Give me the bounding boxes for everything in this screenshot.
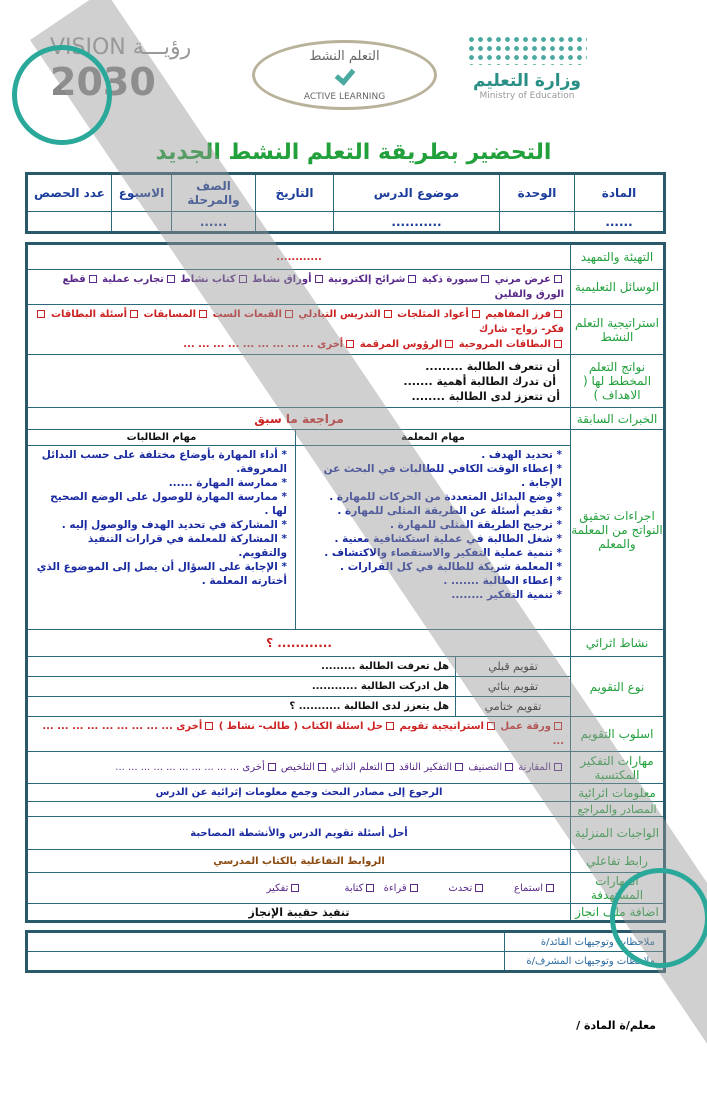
ministry-dots-icon	[467, 35, 587, 65]
outcomes-list	[27, 355, 571, 408]
subject-value[interactable]: ......	[575, 212, 665, 233]
strategy-option[interactable]: فرز المفاهيم	[485, 309, 564, 320]
task-item: * شغل الطالبة في عملية استكشافية معنية .	[334, 533, 562, 545]
checkbox-icon	[554, 310, 562, 318]
checkbox-icon	[315, 275, 323, 283]
task-item: * إعطاء الطالبة ....... .	[443, 575, 562, 587]
periods-value[interactable]	[27, 212, 112, 233]
label-prior: الخبرات السابقة	[571, 408, 665, 430]
supervisor-notes-field[interactable]	[27, 952, 505, 972]
label-enrich-info: معلومات اثرائية	[571, 784, 665, 802]
checkmark-icon	[334, 64, 355, 86]
checkbox-icon	[205, 722, 213, 730]
task-item: * إعطاء الوقت الكافي للطالبات في البحث عن الإجابة .	[323, 463, 562, 489]
label-enrichment: نشاط اثرائي	[571, 630, 665, 657]
topic-value[interactable]: ...........	[334, 212, 500, 233]
assessment-type: تقويم قبلي	[456, 657, 571, 677]
plan-section	[25, 242, 666, 1032]
style-option[interactable]: حل اسئلة الكتاب ( طالب- نشاط )	[219, 721, 396, 732]
unit-value[interactable]	[500, 212, 575, 233]
sources-value[interactable]	[27, 802, 571, 817]
label-sources: المصادر والمراجع	[571, 802, 665, 817]
checkbox-icon	[199, 310, 207, 318]
aid-option[interactable]: عرض مرني	[495, 274, 564, 285]
aids-options	[27, 270, 571, 305]
checkbox-icon	[318, 763, 326, 771]
checkbox-icon	[346, 340, 354, 348]
students-tasks-header: مهام الطالبات	[27, 430, 296, 446]
outcome-item[interactable]: أن تدرك الطالبة أهمية .......	[403, 374, 556, 388]
strategy-option[interactable]: أعواد المثلجات	[397, 309, 482, 320]
checkbox-icon	[554, 275, 562, 283]
strategy-option[interactable]: أسئلة البطاقات	[51, 309, 140, 320]
checkbox-icon	[130, 310, 138, 318]
label-aids: الوسائل التعليمية	[571, 270, 665, 305]
aid-option[interactable]: تجارب عملية	[102, 274, 177, 285]
header-periods: عدد الحصص	[27, 174, 112, 212]
header-week: الاسبوع	[112, 174, 172, 212]
active-learning-logo: التعلم النشط ACTIVE LEARNING	[252, 40, 437, 110]
skill-option[interactable]: تفكير	[266, 883, 301, 894]
aid-option[interactable]: كتاب نشاط	[180, 274, 248, 285]
header-grade: الصف والمرحلة	[172, 174, 256, 212]
strategy-option[interactable]: فكر- زواج- شارك	[34, 309, 564, 335]
teacher-signature: معلم/ة المادة /	[576, 1019, 656, 1032]
checkbox-icon	[505, 763, 513, 771]
style-option[interactable]: ورقة عمل	[500, 721, 564, 732]
notes-table	[25, 930, 666, 973]
students-tasks	[27, 446, 296, 630]
style-option[interactable]: استراتيجية تقويم	[400, 721, 497, 732]
checkbox-icon	[167, 275, 175, 283]
checkbox-icon	[89, 275, 97, 283]
task-item: * تنمية التفكير ........	[451, 589, 562, 601]
header-unit: الوحدة	[500, 174, 575, 212]
checkbox-icon	[475, 884, 483, 892]
strategy-options	[27, 305, 571, 355]
skill-option[interactable]: استماع	[514, 883, 556, 894]
label-homework: الواجبات المنزلية	[571, 817, 665, 850]
label-strategy: استراتيجية التعلم النشط	[571, 305, 665, 355]
strategy-option[interactable]: التدريس التبادلي	[298, 309, 393, 320]
interactive-link[interactable]: الروابط التفاعلية بالكتاب المدرسي	[27, 850, 571, 873]
task-item: * المشاركة للمعلمة في قرارات التنفيذ والتقويم.	[87, 533, 287, 559]
thinking-option[interactable]: التفكير الناقد	[399, 762, 465, 773]
label-assessment-style: اسلوب التقويم	[571, 717, 665, 752]
prior-value[interactable]: مراجعة ما سبق	[27, 408, 571, 430]
assessment-type: تقويم ختامي	[456, 697, 571, 717]
assessment-text[interactable]: هل تعرفت الطالبة .........	[27, 657, 456, 677]
label-portfolio: اضافة ملف انجاز	[571, 904, 665, 922]
task-item: * الإجابة على السؤال أن يصل إلى الموضوع الذي أختارته المعلمة .	[36, 561, 287, 587]
grade-value[interactable]: ......	[172, 212, 256, 233]
intro-value[interactable]: ............	[27, 244, 571, 270]
vision-2030-logo: VISION رؤيـــة 2030	[50, 35, 192, 104]
aid-option[interactable]: قطع الورق والفلين	[62, 274, 564, 300]
task-item: * المشاركة في تحديد الهدف والوصول إليه .	[61, 519, 287, 531]
label-intro: التهيئة والتمهيد	[571, 244, 665, 270]
page-title: التحضير بطريقة التعلم النشط الجديد	[155, 140, 552, 165]
week-value[interactable]	[112, 212, 172, 233]
header-subject: المادة	[575, 174, 665, 212]
thinking-option-other[interactable]: أخرى ... ... ... ... ... ... ... ... ... ...	[115, 762, 277, 773]
homework-value[interactable]: أحل أسئلة تقويم الدرس والأنشطة المصاحبة	[27, 817, 571, 850]
checkbox-icon	[366, 884, 374, 892]
thinking-option[interactable]: التلخيص	[281, 762, 328, 773]
checkbox-icon	[472, 310, 480, 318]
task-item: * ممارسة المهارة للوصول على الوضع الصحيح لها .	[50, 491, 287, 517]
aid-option[interactable]: شرائح إلكترونية	[328, 274, 418, 285]
skill-option[interactable]: كتابة	[344, 883, 376, 894]
strategy-option[interactable]: القبعات الست	[213, 309, 295, 320]
leader-notes-field[interactable]	[27, 932, 505, 952]
supervisor-notes-label: ملاحظات وتوجيهات المشرف/ة	[505, 952, 665, 972]
checkbox-icon	[487, 722, 495, 730]
assessment-type: تقويم بنائي	[456, 677, 571, 697]
skill-option[interactable]: تحدث	[448, 883, 485, 894]
task-item: * ممارسة المهارة ......	[168, 477, 287, 489]
task-item: * أداء المهارة بأوضاع مختلفة على حسب البدائل المعروفة.	[41, 449, 287, 475]
checkbox-icon	[455, 763, 463, 771]
checkbox-icon	[386, 722, 394, 730]
thinking-option[interactable]: التعلم الذاتي	[331, 762, 396, 773]
portfolio-value[interactable]: تنفيذ حقيبة الإنجاز	[27, 904, 571, 922]
thinking-option[interactable]: التصنيف	[468, 762, 515, 773]
style-option-other[interactable]: أخرى ... ... ... ... ... ... ... ... ... ...	[42, 721, 564, 747]
checkbox-icon	[291, 884, 299, 892]
header-logos	[0, 25, 707, 115]
checkbox-icon	[410, 884, 418, 892]
checkbox-icon	[285, 310, 293, 318]
task-item: * تقديم أسئلة عن الطريقة المثلى للمهارة .	[337, 505, 562, 517]
label-procedures: اجراءات تحقيق النواتج من المعلمة والمعلم	[571, 430, 665, 630]
label-outcomes: نواتج التعلم المخطط لها ( الاهداف )	[571, 355, 665, 408]
skills-options	[27, 873, 571, 904]
aid-option[interactable]: سبورة ذكية	[422, 274, 491, 285]
assessment-text[interactable]: هل ادركت الطالبة ............	[27, 677, 456, 697]
label-link: رابط تفاعلي	[571, 850, 665, 873]
checkbox-icon	[408, 275, 416, 283]
task-item: * المعلمة شريكة للطالبة في كل القرارات .	[340, 561, 562, 573]
lesson-plan-table	[25, 242, 666, 923]
teacher-tasks-header: مهام المعلمة	[296, 430, 571, 446]
label-thinking: مهارات التفكير المكتسبة	[571, 752, 665, 784]
task-item: * ترجيح الطريقة المثلى للمهارة .	[390, 519, 562, 531]
enrich-info-value[interactable]: الرجوع إلى مصادر البحث وجمع معلومات إثرائية عن الدرس	[27, 784, 571, 802]
checkbox-icon	[239, 275, 247, 283]
ministry-logo: وزارة التعليم Ministry of Education	[457, 35, 597, 101]
checkbox-icon	[37, 310, 45, 318]
checkbox-icon	[554, 763, 562, 771]
enrichment-value[interactable]: ............ ؟	[27, 630, 571, 657]
lesson-info-table	[25, 172, 666, 234]
checkbox-icon	[268, 763, 276, 771]
strategy-option[interactable]: المسابقات	[144, 309, 210, 320]
task-item: * تنمية عملية التفكير والاستقصاء والاكتشاف .	[324, 547, 562, 559]
leader-notes-label: ملاحظات وتوجيهات القائد/ة	[505, 932, 665, 952]
label-skills: المهارات المستهدفة	[571, 873, 665, 904]
task-item: * تحديد الهدف .	[481, 449, 562, 461]
header-topic: موضوع الدرس	[334, 174, 500, 212]
assessment-style-options	[27, 717, 571, 752]
date-value[interactable]	[256, 212, 334, 233]
checkbox-icon	[546, 884, 554, 892]
outcome-item[interactable]: أن تتعرف الطالبة .........	[425, 359, 560, 373]
skill-option[interactable]: قراءة	[384, 883, 420, 894]
assessment-text[interactable]: هل يتعزز لدى الطالبة ........... ؟	[27, 697, 456, 717]
strategy-option[interactable]: الرؤوس المرقمة	[360, 339, 456, 350]
teacher-tasks	[296, 446, 571, 630]
header-date: التاريخ	[256, 174, 334, 212]
checkbox-icon	[554, 722, 562, 730]
checkbox-icon	[384, 310, 392, 318]
task-item: * وضع البدائل المتعددة من الحركات للمهارة .	[329, 491, 562, 503]
strategy-option[interactable]: البطاقات المروحية	[459, 339, 564, 350]
checkbox-icon	[481, 275, 489, 283]
checkbox-icon	[445, 340, 453, 348]
strategy-option-other[interactable]: أخرى ... ... ... ... ... ... ... ... ...	[183, 339, 356, 350]
outcome-item[interactable]: أن تتعزز لدى الطالبة ........	[411, 389, 560, 403]
thinking-options	[27, 752, 571, 784]
checkbox-icon	[554, 340, 562, 348]
aid-option[interactable]: أوراق نشاط	[252, 274, 324, 285]
label-assessment: نوع التقويم	[571, 657, 665, 717]
checkbox-icon	[386, 763, 394, 771]
thinking-option[interactable]: المقارنة	[518, 762, 564, 773]
